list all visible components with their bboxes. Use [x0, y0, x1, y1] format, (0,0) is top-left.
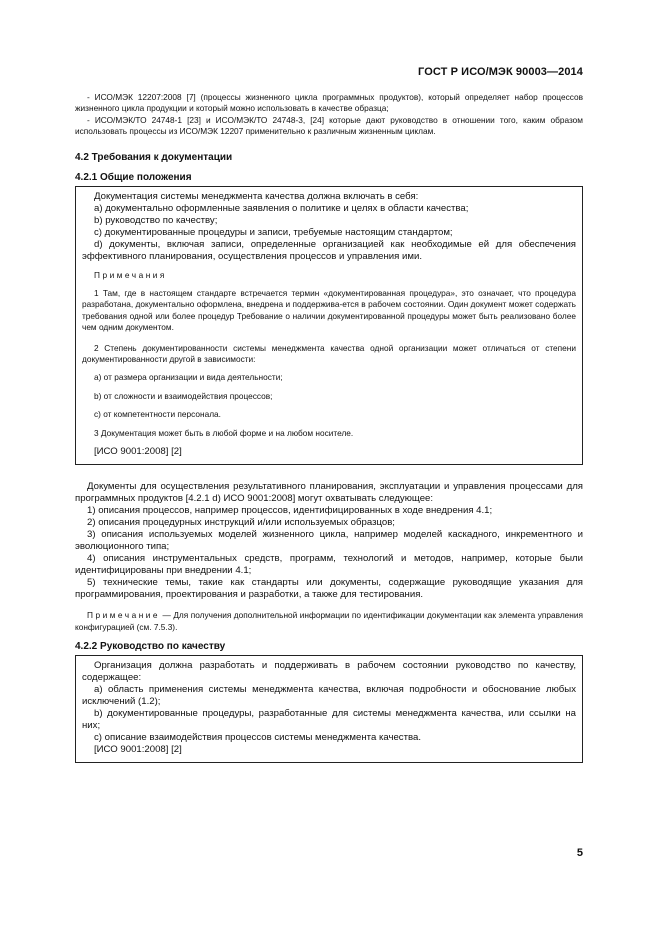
box-item-a: а) документально оформленные заявления о политике и целях в области качества; [94, 202, 469, 214]
note-2-item-b: b) от сложности и взаимодействия процессов; [94, 390, 273, 401]
quote-box-4-2-2 [75, 655, 583, 763]
docs-note-label: Примечание [87, 610, 161, 621]
box-item-b: b) руководство по качеству; [94, 214, 218, 226]
note-2-item-a: а) от размера организации и вида деятельности; [94, 372, 283, 383]
note-2: 2 Степень документированности системы менеджмента качества одной организации может отличаться от степени документированности другой в зависимости: [82, 342, 576, 365]
intro-item-1: - ИСО/МЭК 12207:2008 [7] (процессы жизненного цикла программных продуктов), который определяет набор процессов жизненного цикла продукции и который можно использовать в качестве образца; [75, 92, 583, 114]
note-3: 3 Документация может быть в любой форме и на любом носителе. [94, 427, 354, 438]
page-number: 5 [576, 847, 583, 859]
intro-item-2: - ИСО/МЭК/ТО 24748-1 [23] и ИСО/МЭК/ТО 24748-3, [24] которые дают руководство в отношении того, каким образом использовать процессы из ИСО/МЭК 12207 применительно к различным жизненным циклам. [75, 114, 583, 137]
docs-item-2: 2) описания процедурных инструкций и/или используемых образцов; [87, 517, 395, 529]
note-2-item-c: c) от компетентности персонала. [94, 409, 221, 420]
box2-item-b: b) документированные процедуры, разработанные для системы менеджмента качества, или ссылки на них; [82, 707, 576, 731]
section-4-2-2-title: 4.2.2 Руководство по качеству [75, 640, 226, 652]
box-item-d: d) документы, включая записи, определенные организацией как необходимые ей для обеспечения эффективного планирования, осуществления процессов и управления ими. [82, 238, 576, 262]
box-lead: Документация системы менеджмента качества должна включать в себя: [94, 190, 419, 202]
box2-item-c: c) описание взаимодействия процессов системы менеджмента качества. [94, 731, 421, 743]
notes-title: Примечания [94, 269, 167, 280]
docs-item-4: 4) описания инструментальных средств, программ, технологий и методов, например, которые были идентифицированы при внедрении 4.1; [75, 553, 583, 577]
docs-item-3: 3) описания используемых моделей жизненного цикла, например моделей каскадного, инкрементного и эволюционного типа; [75, 529, 583, 553]
quote-box-4-2-1 [75, 186, 583, 465]
box-reference: [ИСО 9001:2008] [2] [94, 446, 182, 458]
box2-item-a: а) область применения системы менеджмента качества, включая подробности и обоснование любых исключений (1.2); [82, 683, 576, 707]
section-4-2-title: 4.2 Требования к документации [75, 151, 233, 163]
page-content [75, 92, 583, 763]
docs-item-5: 5) технические темы, такие как стандарты или документы, содержащие руководящие указания для программирования, проектирования и разработки, а также для тестирования. [75, 577, 583, 601]
docs-note-text: — Для получения дополнительной информации по идентификации документации как элемента управления конфигурацией (см. 7.5.3). [75, 610, 583, 632]
box2-lead: Организация должна разработать и поддерживать в рабочем состоянии руководство по качеству, содержащее: [82, 659, 576, 683]
section-4-2-1-title: 4.2.1 Общие положения [75, 171, 192, 183]
note-1: 1 Там, где в настоящем стандарте встречается термин «документированная процедура», это означает, что процедура разработана, документально оформлена, внедрена и поддержива-ется в рабочем состоянии. Один документ может содержать требования одной или более процедур Требование о наличии документированной процедуры может быть реализовано более чем одним документом. [82, 288, 576, 333]
standard-header: ГОСТ Р ИСО/МЭК 90003—2014 [418, 66, 583, 78]
box2-reference: [ИСО 9001:2008] [2] [94, 743, 182, 755]
docs-lead: Документы для осуществления результативного планирования, эксплуатации и управления процессами для программных продуктов [4.2.1 d) ИСО 9001:2008] могут охватывать следующее: [75, 481, 583, 505]
box-item-c: c) документированные процедуры и записи, требуемые настоящим стандартом; [94, 226, 453, 238]
docs-item-1: 1) описания процессов, например процессов, идентифицированных в ходе внедрения 4.1; [87, 505, 493, 517]
docs-note [75, 610, 583, 633]
